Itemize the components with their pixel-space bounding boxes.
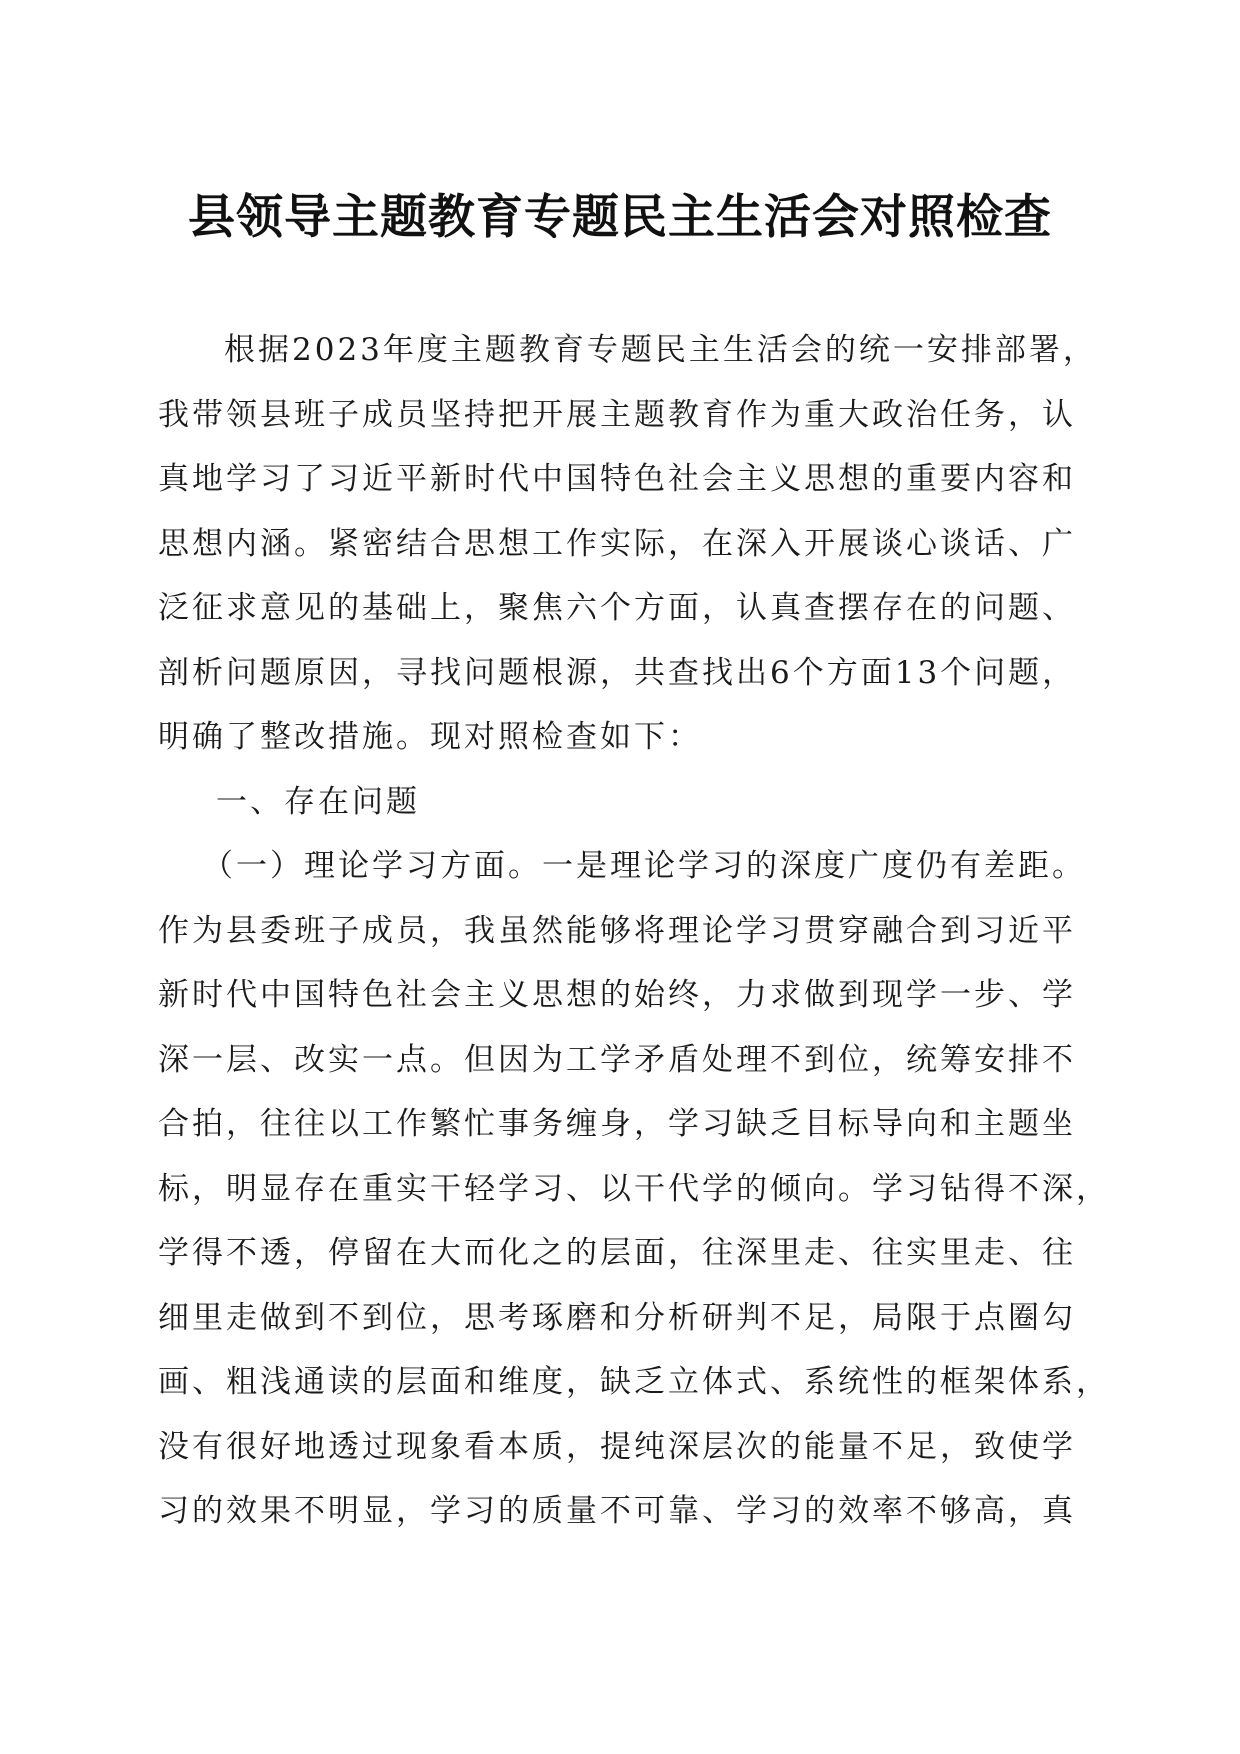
text-line: 作为县委班子成员，我虽然能够将理论学习贯穿融合到习近平 xyxy=(158,912,1076,949)
text-line: 标，明显存在重实干轻学习、以干代学的倾向。学习钻得不深， xyxy=(158,1170,1110,1207)
text-line: 根据2023年度主题教育专题民主生活会的统一安排部署， xyxy=(224,332,1097,368)
text-line: 新时代中国特色社会主义思想的始终，力求做到现学一步、学 xyxy=(158,977,1076,1013)
text-line: （一）理论学习方面。一是理论学习的深度广度仍有差距。 xyxy=(202,848,1086,884)
text-line: 明确了整改措施。现对照检查如下： xyxy=(158,719,702,755)
section-heading-text: 一、存在问题 xyxy=(216,783,420,820)
text-line: 剖析问题原因，寻找问题根源，共查找出6个方面13个问题， xyxy=(158,654,1077,691)
intro-paragraph xyxy=(158,318,1097,770)
text-line: 深一层、改实一点。但因为工学矛盾处理不到位，统筹安排不 xyxy=(158,1041,1076,1078)
text-line: 习的效果不明显，学习的质量不可靠、学习的效率不够高，真 xyxy=(158,1493,1076,1529)
document-title: 县领导主题教育专题民主生活会对照检查 xyxy=(188,190,1052,245)
section1-paragraph xyxy=(158,834,1110,1544)
document-body xyxy=(158,318,1110,1544)
text-line: 合拍，往往以工作繁忙事务缠身，学习缺乏目标导向和主题坐 xyxy=(158,1106,1076,1142)
text-line: 学得不透，停留在大而化之的层面，往深里走、往实里走、往 xyxy=(158,1235,1076,1271)
text-line: 我带领县班子成员坚持把开展主题教育作为重大政治任务，认 xyxy=(158,396,1076,433)
text-line: 没有很好地透过现象看本质，提纯深层次的能量不足，致使学 xyxy=(158,1428,1076,1465)
text-line: 真地学习了习近平新时代中国特色社会主义思想的重要内容和 xyxy=(158,461,1076,497)
text-line: 泛征求意见的基础上，聚焦六个方面，认真查摆存在的问题、 xyxy=(158,590,1076,626)
text-line: 思想内涵。紧密结合思想工作实际，在深入开展谈心谈话、广 xyxy=(158,525,1076,562)
section-heading xyxy=(158,770,1080,835)
text-line: 画、粗浅通读的层面和维度，缺乏立体式、系统性的框架体系， xyxy=(158,1364,1110,1400)
text-line: 细里走做到不到位，思考琢磨和分析研判不足，局限于点圈勾 xyxy=(158,1299,1076,1336)
